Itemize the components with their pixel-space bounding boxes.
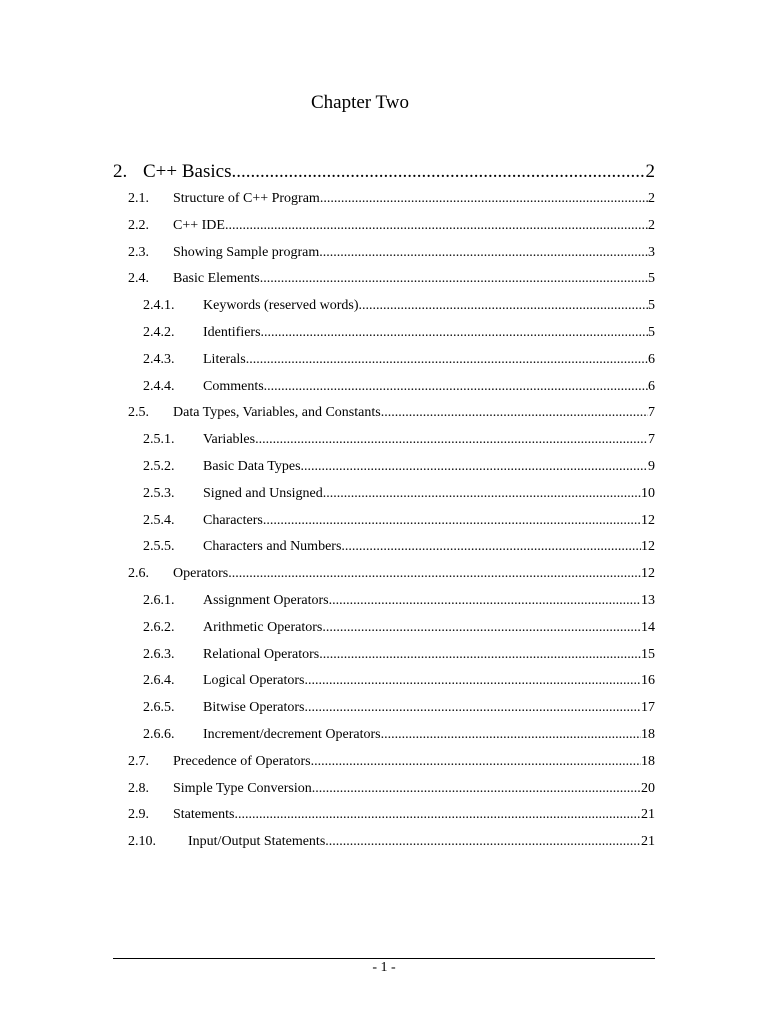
toc-entry-page: 16	[641, 673, 655, 689]
toc-dot-leader	[255, 427, 648, 454]
toc-entry[interactable]	[113, 722, 655, 749]
toc-dot-leader	[311, 749, 641, 776]
toc-entry-number: 2.6.1.	[143, 592, 175, 608]
toc-entry-title: Basic Data Types	[203, 458, 301, 474]
toc-entry[interactable]	[113, 481, 655, 508]
toc-entry-page: 3	[648, 244, 655, 260]
toc-dot-leader	[261, 320, 648, 347]
toc-entry-title: Keywords (reserved words)	[203, 298, 359, 314]
toc-entry-title: Literals	[203, 351, 246, 367]
toc-dot-leader	[381, 722, 641, 749]
toc-entry-title: Arithmetic Operators	[203, 619, 323, 635]
toc-entry-number: 2.5.3.	[143, 485, 175, 501]
toc-entry[interactable]	[113, 534, 655, 561]
toc-entry[interactable]	[113, 186, 655, 213]
toc-entry-title: Simple Type Conversion	[173, 780, 312, 796]
toc-entry-title: Assignment Operators	[203, 592, 329, 608]
toc-entry-title: Data Types, Variables, and Constants	[173, 405, 381, 421]
toc-entry[interactable]	[113, 454, 655, 481]
toc-entry-page: 12	[641, 566, 655, 582]
toc-entry-number: 2.	[113, 161, 128, 182]
toc-entry-page: 6	[648, 378, 655, 394]
toc-entry-page: 2	[648, 217, 655, 233]
toc-entry-title: C++ Basics	[143, 161, 232, 182]
toc-entry-page: 21	[641, 834, 655, 850]
toc-dot-leader	[260, 266, 648, 293]
toc-entry[interactable]	[113, 374, 655, 401]
toc-dot-leader	[323, 481, 641, 508]
toc-entry-page: 18	[641, 726, 655, 742]
toc-entry-number: 2.4.3.	[143, 351, 175, 367]
toc-entry-page: 15	[641, 646, 655, 662]
toc-entry-number: 2.4.	[128, 271, 149, 287]
toc-entry[interactable]	[113, 266, 655, 293]
toc-entry-number: 2.4.4.	[143, 378, 175, 394]
toc-entry-number: 2.9.	[128, 807, 149, 823]
toc-dot-leader	[246, 347, 648, 374]
toc-dot-leader	[359, 293, 648, 320]
toc-entry[interactable]	[113, 776, 655, 803]
toc-entry-page: 5	[648, 324, 655, 340]
toc-entry[interactable]	[113, 642, 655, 669]
toc-entry-title: Structure of C++ Program	[173, 191, 320, 206]
toc-entry[interactable]	[113, 400, 655, 427]
toc-entry-number: 2.6.4.	[143, 673, 175, 689]
toc-entry-title: Comments	[203, 378, 264, 394]
toc-entry-page: 9	[648, 458, 655, 474]
toc-dot-leader	[304, 695, 641, 722]
toc-entry-title: Statements	[173, 807, 235, 823]
toc-entry-title: Showing Sample program	[173, 244, 320, 260]
toc-entry-title: Operators	[173, 566, 229, 582]
toc-entry-page: 7	[648, 432, 655, 448]
toc-entry-page: 10	[641, 485, 655, 501]
toc-dot-leader	[301, 454, 648, 481]
toc-entry[interactable]	[113, 829, 655, 856]
toc-entry[interactable]	[113, 588, 655, 615]
toc-entry-title: Logical Operators	[203, 673, 305, 689]
toc-entry-number: 2.2.	[128, 217, 149, 233]
toc-dot-leader	[263, 508, 641, 535]
toc-entry-title: Basic Elements	[173, 271, 260, 287]
toc-entry-page: 13	[641, 592, 655, 608]
toc-entry-page: 12	[641, 512, 655, 528]
toc-dot-leader	[225, 213, 648, 240]
toc-entry[interactable]	[113, 240, 655, 267]
toc-entry[interactable]	[113, 347, 655, 374]
toc-entry[interactable]	[113, 749, 655, 776]
toc-entry[interactable]	[113, 158, 655, 186]
toc-dot-leader	[304, 668, 641, 695]
toc-entry-page: 18	[641, 753, 655, 769]
toc-entry-title: Precedence of Operators	[173, 753, 311, 769]
toc-entry-number: 2.4.1.	[143, 298, 175, 314]
toc-entry-title: Signed and Unsigned	[203, 485, 323, 501]
toc-entry-title: Variables	[203, 432, 256, 448]
toc-dot-leader	[319, 240, 648, 267]
toc-entry-page: 5	[648, 298, 655, 314]
chapter-heading: Chapter Two	[310, 92, 410, 113]
toc-entry[interactable]	[113, 320, 655, 347]
toc-entry-title: Identifiers	[203, 324, 261, 340]
toc-entry-page: 7	[648, 405, 655, 421]
toc-entry-title: C++ IDE	[173, 217, 225, 233]
toc-entry-title: Input/Output Statements	[188, 834, 326, 850]
toc-entry[interactable]	[113, 668, 655, 695]
toc-entry[interactable]	[113, 802, 655, 829]
toc-entry-number: 2.6.3.	[143, 646, 175, 662]
toc-dot-leader	[325, 829, 641, 856]
toc-entry-number: 2.1.	[128, 191, 149, 206]
toc-dot-leader	[381, 400, 648, 427]
toc-entry-page: 6	[648, 351, 655, 367]
toc-dot-leader	[320, 186, 648, 213]
toc-entry-number: 2.5.5.	[143, 539, 175, 555]
toc-entry-number: 2.7.	[128, 753, 149, 769]
toc-dot-leader	[264, 374, 648, 401]
toc-entry[interactable]	[113, 427, 655, 454]
toc-dot-leader	[231, 158, 645, 186]
toc-dot-leader	[234, 802, 641, 829]
toc-entry-title: Relational Operators	[203, 646, 320, 662]
toc-entry-page: 2	[648, 191, 655, 206]
footer-rule	[113, 958, 655, 959]
toc-entry-page: 5	[648, 271, 655, 287]
toc-entry-number: 2.5.	[128, 405, 149, 421]
toc-entry-page: 17	[641, 700, 655, 716]
toc-entry-number: 2.5.4.	[143, 512, 175, 528]
table-of-contents	[113, 158, 655, 856]
toc-entry-number: 2.5.2.	[143, 458, 175, 474]
toc-dot-leader	[341, 534, 641, 561]
toc-dot-leader	[312, 776, 641, 803]
toc-entry-page: 14	[641, 619, 655, 635]
toc-entry-number: 2.6.	[128, 566, 149, 582]
toc-entry[interactable]	[113, 615, 655, 642]
toc-entry-title: Increment/decrement Operators	[203, 726, 381, 742]
toc-entry[interactable]	[113, 293, 655, 320]
toc-entry-title: Characters and Numbers	[203, 539, 342, 555]
toc-entry-number: 2.5.1.	[143, 432, 175, 448]
toc-entry-page: 21	[641, 807, 655, 823]
toc-entry-title: Bitwise Operators	[203, 700, 305, 716]
toc-entry[interactable]	[113, 213, 655, 240]
toc-entry[interactable]	[113, 508, 655, 535]
toc-entry-number: 2.6.2.	[143, 619, 175, 635]
toc-entry-number: 2.10.	[128, 834, 156, 850]
toc-dot-leader	[228, 561, 641, 588]
toc-entry-number: 2.6.6.	[143, 726, 175, 742]
toc-dot-leader	[322, 615, 641, 642]
toc-dot-leader	[319, 642, 641, 669]
toc-entry[interactable]	[113, 695, 655, 722]
footer-page-number: - 1 -	[372, 960, 396, 975]
toc-entry[interactable]	[113, 561, 655, 588]
toc-entry-page: 2	[645, 161, 655, 182]
toc-entry-number: 2.8.	[128, 780, 149, 796]
toc-dot-leader	[329, 588, 641, 615]
toc-entry-number: 2.4.2.	[143, 324, 175, 340]
toc-entry-number: 2.3.	[128, 244, 149, 260]
toc-entry-title: Characters	[203, 512, 263, 528]
toc-entry-number: 2.6.5.	[143, 700, 175, 716]
toc-entry-page: 12	[641, 539, 655, 555]
toc-entry-page: 20	[641, 780, 655, 796]
